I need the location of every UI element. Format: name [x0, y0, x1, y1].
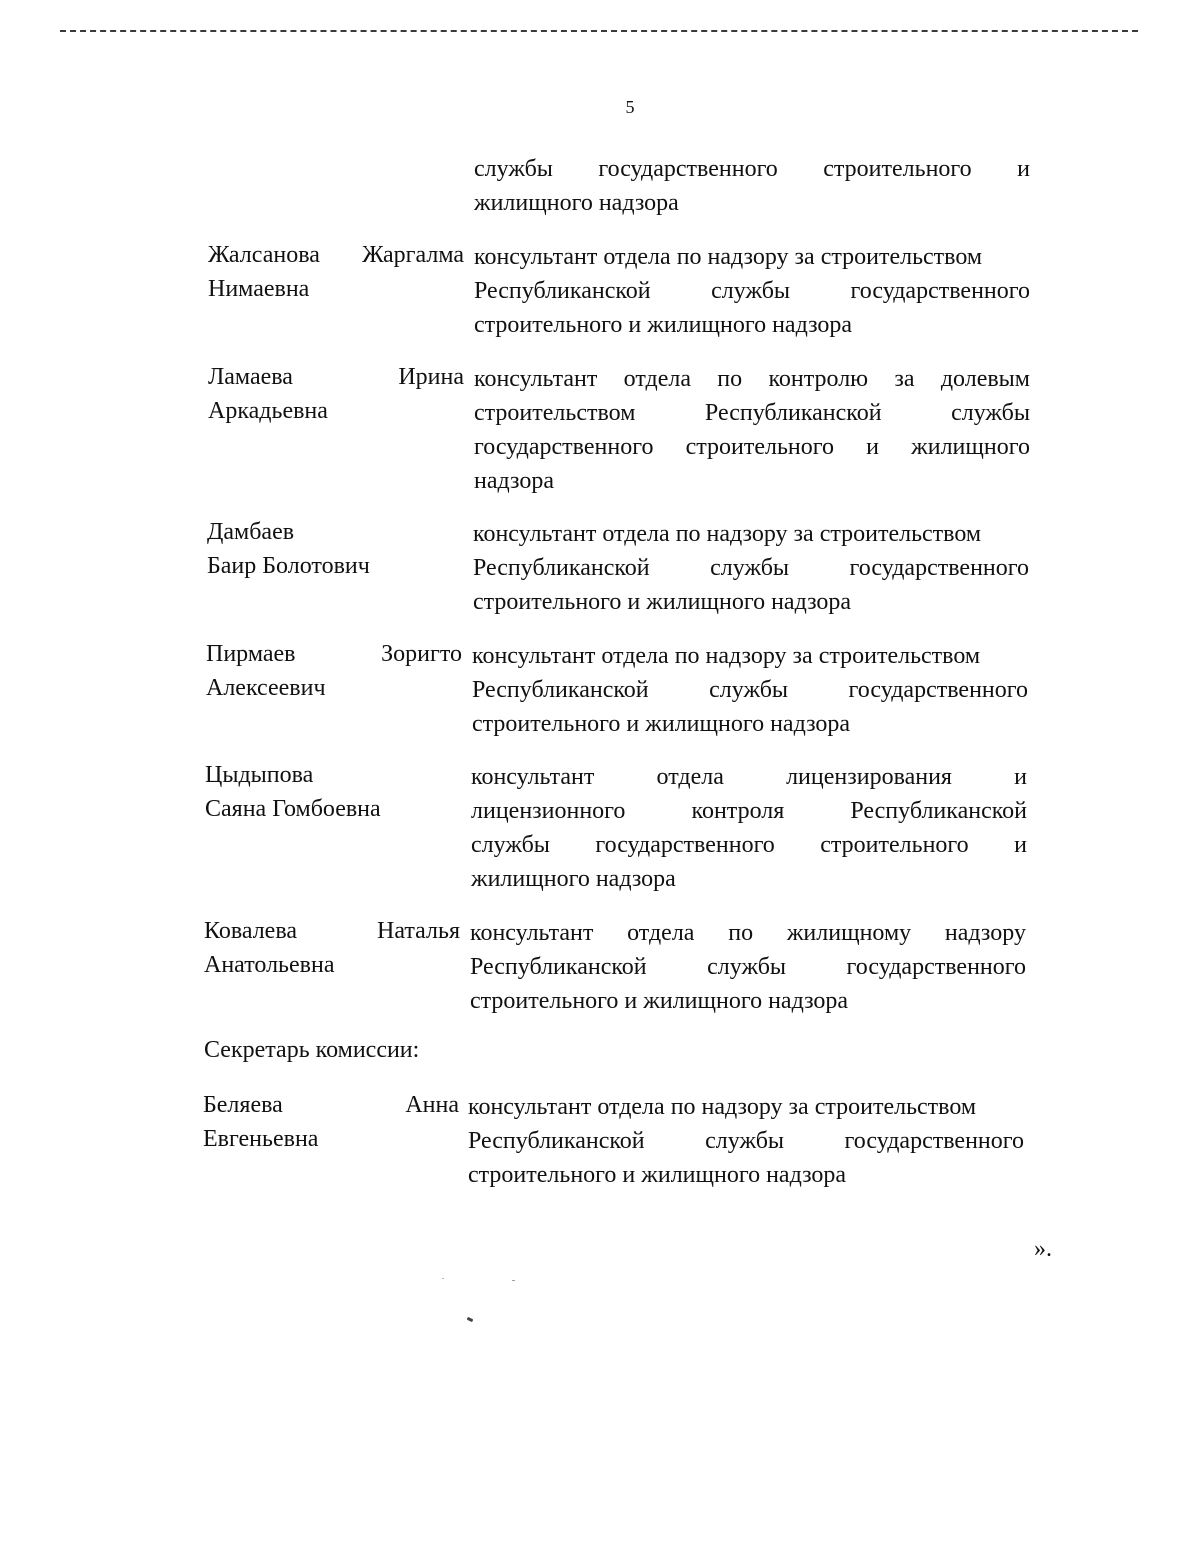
word: службы [471, 832, 550, 858]
member-role-line [473, 517, 1029, 551]
word: государственного [846, 954, 1026, 980]
member-role-line [473, 551, 1029, 585]
word: и [1014, 764, 1027, 790]
word: строительного [823, 156, 972, 182]
word: Наталья [377, 918, 460, 944]
word: службы [951, 400, 1030, 426]
member-name-line: Алексеевич [206, 675, 326, 701]
scan-speck [467, 1317, 474, 1322]
page-number: 5 [625, 97, 635, 117]
member-name-line: Баир Болотович [207, 553, 370, 579]
word: по [717, 366, 743, 392]
member-surname-line [205, 758, 461, 792]
secretary-surname-line [203, 1088, 459, 1122]
member-role-line [471, 760, 1027, 794]
word: государственного [598, 156, 778, 182]
member-role-line [472, 707, 1028, 741]
member-role-line [470, 916, 1026, 950]
member-role-line [472, 639, 1028, 673]
word: Зоригто [381, 641, 462, 667]
page-top-rule [60, 30, 1138, 32]
word: службы [710, 555, 790, 581]
word: Республиканской [468, 1128, 645, 1154]
word: службы [707, 954, 787, 980]
word: Республиканской [850, 798, 1027, 824]
word: жилищного надзора [474, 190, 679, 216]
word: Республиканской [470, 954, 647, 980]
word: строительного и жилищного надзора [470, 988, 849, 1014]
word: государственного [848, 677, 1028, 703]
secretary-name-line: Евгеньевна [203, 1126, 319, 1152]
word: и [1017, 156, 1030, 182]
word: за [894, 366, 915, 392]
member-role-line [471, 794, 1027, 828]
member-role-line [470, 950, 1026, 984]
member-role-line [474, 240, 1030, 274]
member-name-line: Анатольевна [204, 952, 335, 978]
member-surname-line [206, 637, 462, 671]
word: строительного [820, 832, 969, 858]
member-surname-line [208, 360, 464, 394]
word: отдела [656, 764, 724, 790]
word: консультант отдела по надзору за строительством [472, 643, 981, 669]
word: жилищного надзора [471, 866, 676, 892]
member-role-line [473, 585, 1029, 619]
word: лицензионного [471, 798, 626, 824]
secretary-heading: Секретарь комиссии: [204, 1037, 420, 1063]
word: консультант [471, 764, 595, 790]
word: Дамбаев [207, 519, 295, 545]
word: Беляева [203, 1092, 283, 1118]
word: консультант [474, 366, 598, 392]
member-surname-line [208, 238, 464, 272]
word: Ирина [398, 364, 464, 390]
word: строительного и жилищного надзора [474, 312, 853, 338]
member-name-line: Нимаевна [208, 276, 310, 302]
closing-quote-mark: ». [1034, 1236, 1052, 1262]
word: Жалсанова [208, 242, 320, 268]
member-surname-line [204, 914, 460, 948]
word: государственного [595, 832, 775, 858]
intro-line [474, 152, 1030, 186]
word: по [728, 920, 754, 946]
word: государственного [474, 434, 654, 460]
word: долевым [940, 366, 1030, 392]
word: Республиканской [473, 555, 650, 581]
word: контролю [768, 366, 869, 392]
scan-speck [512, 1280, 515, 1281]
word: государственного [849, 555, 1029, 581]
word: Республиканской [474, 278, 651, 304]
word: консультант отдела по надзору за строительством [474, 244, 983, 270]
member-name-line: Саяна Гомбоевна [205, 796, 381, 822]
member-role-line [472, 673, 1028, 707]
word: строительного [685, 434, 835, 460]
member-role-line [474, 430, 1030, 464]
member-role-line [474, 362, 1030, 396]
word: строительством [474, 400, 636, 426]
word: надзора [474, 468, 554, 494]
word: лицензирования [786, 764, 952, 790]
word: отдела [627, 920, 695, 946]
word: Ковалева [204, 918, 297, 944]
word: строительного и жилищного надзора [468, 1162, 847, 1188]
word: контроля [691, 798, 785, 824]
member-role-line [474, 308, 1030, 342]
member-role-line [474, 274, 1030, 308]
intro-line [474, 186, 1030, 220]
word: жилищного [911, 434, 1030, 460]
word: Жаргалма [362, 242, 464, 268]
word: консультант отдела по надзору за строительством [468, 1094, 977, 1120]
member-name-line: Аркадьевна [208, 398, 328, 424]
member-role-line [474, 396, 1030, 430]
word: государственного [850, 278, 1030, 304]
secretary-role-line [468, 1158, 1024, 1192]
member-role-line [474, 464, 1030, 498]
word: консультант отдела по надзору за строительством [473, 521, 982, 547]
word: Республиканской [472, 677, 649, 703]
member-surname-line [207, 515, 463, 549]
word: Ламаева [208, 364, 293, 390]
word: жилищному [786, 920, 912, 946]
word: консультант [470, 920, 594, 946]
word: Анна [405, 1092, 459, 1118]
member-role-line [471, 862, 1027, 896]
word: службы [711, 278, 791, 304]
word: государственного [844, 1128, 1024, 1154]
word: строительного и жилищного надзора [472, 711, 851, 737]
word: Пирмаев [206, 641, 296, 667]
word: службы [474, 156, 553, 182]
word: отдела [623, 366, 691, 392]
secretary-role-line [468, 1090, 1024, 1124]
word: надзору [944, 920, 1026, 946]
secretary-role-line [468, 1124, 1024, 1158]
scan-speck [442, 1278, 444, 1279]
word: службы [705, 1128, 785, 1154]
member-role-line [471, 828, 1027, 862]
word: Цыдыпова [205, 762, 314, 788]
word: и [866, 434, 880, 460]
word: строительного и жилищного надзора [473, 589, 852, 615]
word: службы [709, 677, 789, 703]
member-role-line [470, 984, 1026, 1018]
word: Республиканской [704, 400, 882, 426]
word: и [1014, 832, 1027, 858]
